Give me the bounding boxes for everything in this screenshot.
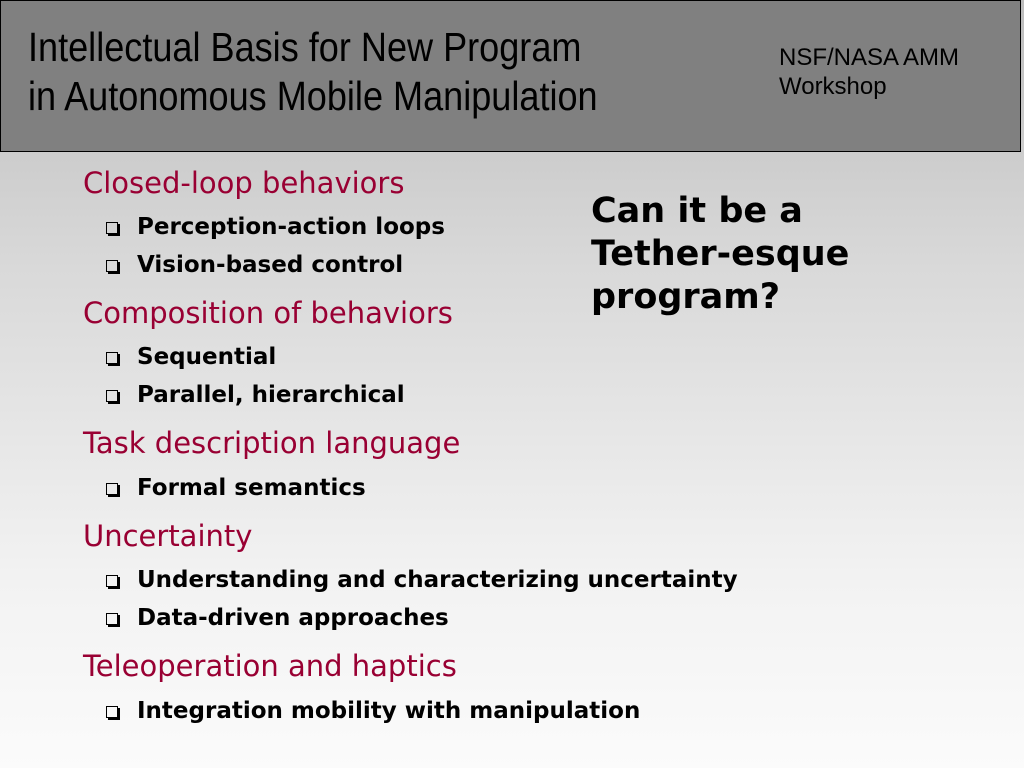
section-heading-teleoperation: Teleoperation and haptics [83,649,457,683]
bullet-label: Sequential [137,344,277,370]
square-bullet-icon [106,260,118,272]
title-bar [0,0,1021,152]
title-line-1: Intellectual Basis for New Program [28,24,582,70]
bullet-item [106,343,276,371]
bullet-item [106,697,640,725]
bullet-label: Perception-action loops [137,214,445,240]
section-heading-task-language: Task description language [83,426,461,460]
bullet-item [106,474,366,502]
bullet-label: Parallel, hierarchical [137,382,405,408]
workshop-line-1: NSF/NASA AMM [779,44,960,71]
bullet-label: Formal semantics [137,475,366,501]
workshop-label [779,43,959,101]
workshop-line-2: Workshop [779,73,887,100]
square-bullet-icon [106,483,118,495]
bullet-label: Integration mobility with manipulation [137,698,641,724]
bullet-item [106,381,405,409]
square-bullet-icon [106,706,118,718]
callout-question [591,190,849,319]
section-heading-composition: Composition of behaviors [83,296,453,330]
square-bullet-icon [106,390,118,402]
title-line-2: in Autonomous Mobile Manipulation [28,73,598,119]
bullet-item [106,213,445,241]
bullet-item [106,566,738,594]
slide-title [28,23,670,121]
section-heading-uncertainty: Uncertainty [83,519,253,553]
bullet-item [106,251,403,279]
callout-line-1: Can it be a [591,191,803,231]
square-bullet-icon [106,352,118,364]
bullet-label: Understanding and characterizing uncertainty [137,567,738,593]
bullet-label: Data-driven approaches [137,605,449,631]
callout-line-3: program? [591,277,781,317]
callout-line-2: Tether-esque [591,234,850,274]
bullet-item [106,604,449,632]
square-bullet-icon [106,575,118,587]
bullet-label: Vision-based control [137,252,404,278]
section-heading-closed-loop: Closed-loop behaviors [83,166,405,200]
square-bullet-icon [106,613,118,625]
square-bullet-icon [106,222,118,234]
